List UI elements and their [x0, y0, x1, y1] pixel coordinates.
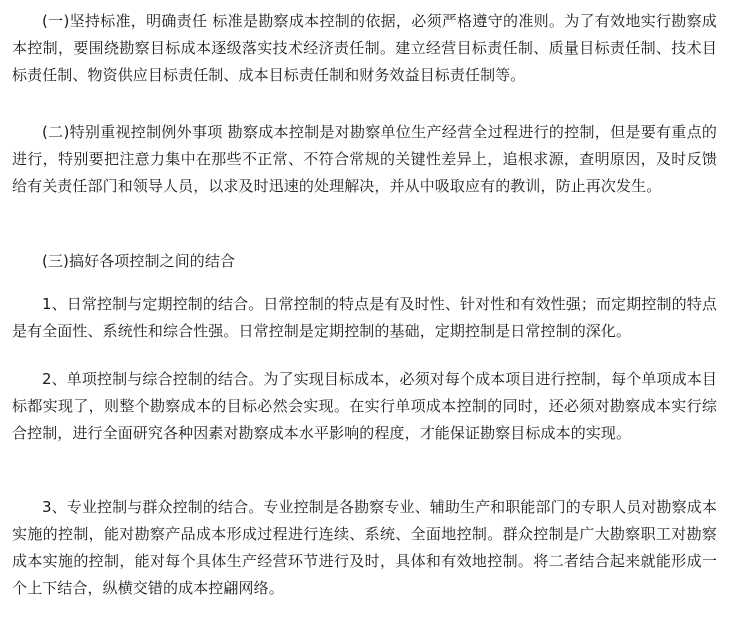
- paragraph-standards-responsibility: (一)坚持标准，明确责任 标准是勘察成本控制的依据，必须严格遵守的准则。为了有效地实行勘察成本控制，要围绕勘察目标成本逐级落实技术经济责任制。建立经营目标责任制、质量目标责任制、技术目标责任制、物资供应目标责任制、成本目标责任制和财务效益目标责任制等。: [12, 12, 717, 84]
- paragraph-professional-mass-control: 3、专业控制与群众控制的结合。专业控制是各勘察专业、辅助生产和职能部门的专职人员对勘察成本实施的控制，能对勘察产品成本形成过程进行连续、系统、全面地控制。群众控制是广大勘察职工对勘察成本实施的控制，能对每个具体生产经营环节进行及时，具体和有效地控制。将二者结合起来就能形成一个上下结合，纵横交错的成本控翩网络。: [12, 498, 717, 597]
- paragraph-single-comprehensive-control: 2、单项控制与综合控制的结合。为了实现目标成本，必须对每个成本项目进行控制，每个单项成本目标都实现了，则整个勘察成本的目标必然会实现。在实行单项成本控制的同时，还必须对勘察成本实行综合控制，进行全面研究各种因素对勘察成本水平影响的程度，才能保证勘察目标成本的实现。: [12, 370, 717, 442]
- paragraph-daily-periodic-control: 1、日常控制与定期控制的结合。日常控制的特点是有及时性、针对性和有效性强；而定期控制的特点是有全面性、系统性和综合性强。日常控制是定期控制的基础，定期控制是日常控制的深化。: [12, 295, 717, 340]
- paragraph-exception-control: (二)特别重视控制例外事项 勘察成本控制是对勘察单位生产经营全过程进行的控制，但是要有重点的进行，特别要把注意力集中在那些不正常、不符合常规的关键性差异上，追根求源，查明原因，及时反馈给有关责任部门和领导人员，以求及时迅速的处理解决，并从中吸取应有的教训，防止再次发生。: [12, 123, 717, 195]
- section-heading-control-combination: (三)搞好各项控制之间的结合: [42, 252, 236, 270]
